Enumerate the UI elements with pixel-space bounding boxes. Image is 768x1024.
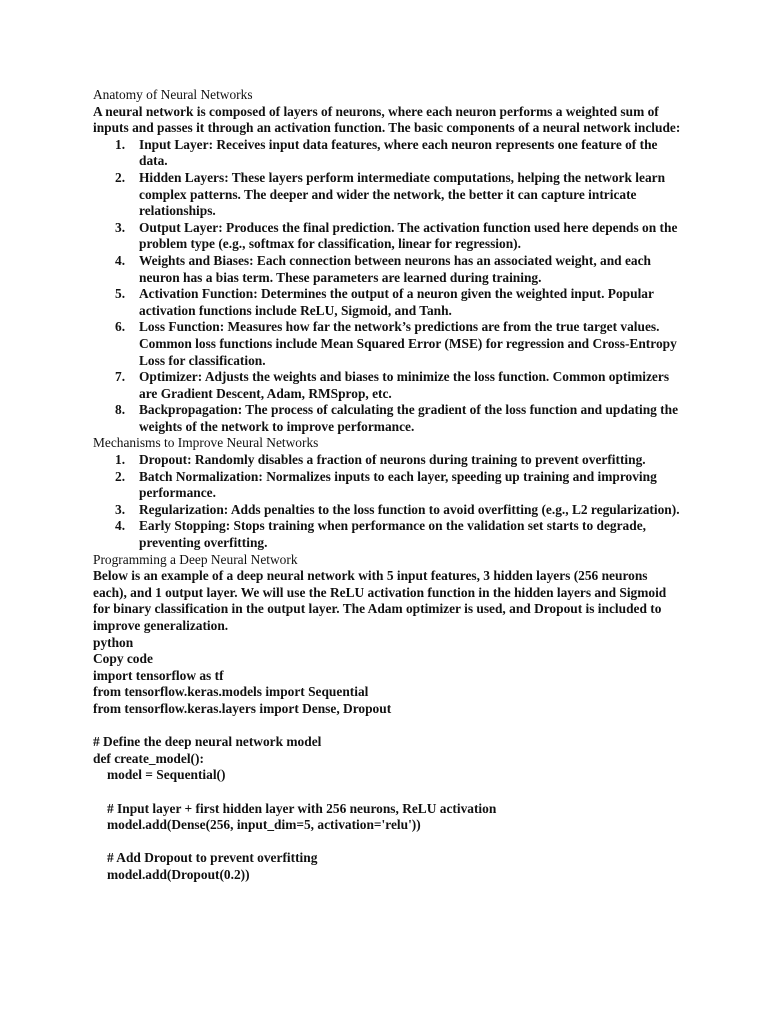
section-heading-mechanisms: Mechanisms to Improve Neural Networks <box>93 435 319 451</box>
code-line: import tensorflow as tf <box>93 667 224 683</box>
list-item: 5. Activation Function: Determines the output of a neuron given the weighted input. Popular activation functions include ReLU, Sigmoid, and Tanh. <box>115 286 654 318</box>
code-line: model.add(Dropout(0.2)) <box>107 866 250 882</box>
list-item: 3. Output Layer: Produces the final prediction. The activation function used here depends on the problem type (e.g., softmax for classification, linear for regression). <box>115 219 678 252</box>
anatomy-intro-paragraph: A neural network is composed of layers of neurons, where each neuron performs a weighted sum of inputs and passes it through an activation function. The basic components of a neural network include: <box>93 103 681 136</box>
code-line: # Define the deep neural network model <box>93 734 322 750</box>
code-line: model.add(Dense(256, input_dim=5, activation='relu')) <box>107 817 421 833</box>
section-heading-programming: Programming a Deep Neural Network <box>93 551 298 567</box>
code-language-label: python <box>93 634 134 650</box>
list-item: 1. Input Layer: Receives input data features, where each neuron represents one feature of the data. <box>115 136 658 169</box>
code-line: model = Sequential() <box>107 767 226 783</box>
programming-intro-paragraph: Below is an example of a deep neural network with 5 input features, 3 hidden layers (256 neurons each), and 1 output layer. We will use the ReLU activation function in the hidden layers and Sigmoid for binary classification in the output layer. The Adam optimizer is used, and Dropout is included to improve generalization. <box>93 568 667 633</box>
list-item: 3. Regularization: Adds penalties to the loss function to avoid overfitting (e.g., L2 regularization). <box>115 501 680 517</box>
code-line: from tensorflow.keras.layers import Dense, Dropout <box>93 700 392 716</box>
list-item: 7. Optimizer: Adjusts the weights and biases to minimize the loss function. Common optimizers are Gradient Descent, Adam, RMSprop, etc. <box>115 369 670 401</box>
copy-code-button[interactable]: Copy code <box>93 651 153 667</box>
list-item: 4. Early Stopping: Stops training when performance on the validation set starts to degrade, preventing overfitting. <box>115 518 646 551</box>
list-item: 8. Backpropagation: The process of calculating the gradient of the loss function and updating the weights of the network to improve performance. <box>115 402 679 434</box>
section-heading-anatomy: Anatomy of Neural Networks <box>93 87 253 102</box>
code-blank-line <box>93 718 683 735</box>
code-line: # Add Dropout to prevent overfitting <box>107 850 318 866</box>
mechanisms-list <box>93 452 683 552</box>
code-line: # Input layer + first hidden layer with 256 neurons, ReLU activation <box>107 800 497 816</box>
list-item: 1. Dropout: Randomly disables a fraction of neurons during training to prevent overfitting. <box>115 452 646 468</box>
code-blank-line <box>93 784 683 801</box>
list-item: 4. Weights and Biases: Each connection between neurons has an associated weight, and each neuron has a bias term. These parameters are learned during training. <box>115 252 651 285</box>
list-item: 2. Hidden Layers: These layers perform intermediate computations, helping the network learn complex patterns. The deeper and wider the network, the better it can capture intricate relationships. <box>115 169 666 219</box>
list-item: 6. Loss Function: Measures how far the network’s predictions are from the true target values. Common loss functions include Mean Squared Error (MSE) for regression and Cross-Entropy Loss for classification. <box>115 319 677 368</box>
anatomy-components-list <box>93 137 683 436</box>
code-blank-line <box>93 834 683 851</box>
code-block <box>93 668 683 884</box>
document-page <box>93 87 683 884</box>
list-item: 2. Batch Normalization: Normalizes inputs to each layer, speeding up training and improving performance. <box>115 468 657 501</box>
code-line: from tensorflow.keras.models import Sequential <box>93 684 369 700</box>
code-line: def create_model(): <box>93 750 204 766</box>
